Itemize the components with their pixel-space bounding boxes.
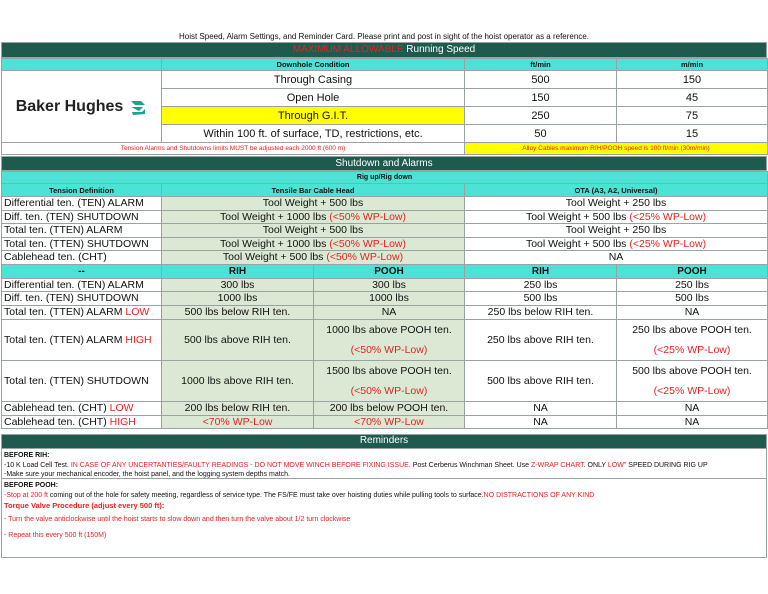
cell-text: 300 lbs <box>372 278 406 291</box>
cell-text: (<25% WP-Low) <box>629 210 707 223</box>
ota-pooh-cell <box>617 278 768 292</box>
cell-text: IN CASE OF ANY UNCERTANTIES/FAULTY READINGS - DO NOT MOVE WINCH BEFORE FIXING ISSUE. <box>70 461 411 469</box>
tb-pooh-cell <box>314 415 465 429</box>
tensile-bar-header: Tensile Bar Cable Head <box>162 184 465 197</box>
cell-text: (<25% WP-Low) <box>653 343 731 356</box>
cell-text: Tool Weight + 250 lbs <box>565 197 667 210</box>
cell-text: (<50% WP-Low) <box>350 343 428 356</box>
tension-definition-cell <box>2 278 162 292</box>
cell-text: SPEED DURING RIG UP <box>626 461 708 469</box>
tension-definition-cell: Differential ten. (TEN) ALARM <box>2 197 162 211</box>
ota-cell <box>465 237 768 251</box>
ft-cell: 250 <box>465 107 617 125</box>
dash-header: -- <box>2 264 162 278</box>
cell-text: (<25% WP-Low) <box>629 237 707 250</box>
cell-text: 1000 lbs above RIH ten. <box>181 374 294 387</box>
m-cell: 45 <box>617 89 768 107</box>
ota-rih-cell <box>465 292 617 306</box>
ota-pooh-cell <box>617 319 768 360</box>
cell-text: <70% WP-Low <box>202 415 273 428</box>
tb-pooh-cell <box>314 292 465 306</box>
cell-text: Tool Weight + 500 lbs <box>222 251 324 264</box>
condition-cell: Open Hole <box>162 89 465 107</box>
shutdown-title-bar: Shutdown and Alarms <box>1 156 767 171</box>
torque-line-1: - Turn the valve anticlockwise until the hoist starts to slow down and then turn the valve about 1/2 turn clockwise <box>4 515 351 523</box>
before-pooh-label: BEFORE POOH: <box>4 482 59 489</box>
ft-min-header: ft/min <box>465 59 617 71</box>
torque-line-2: - Repeat this every 500 ft (150M) <box>4 532 107 539</box>
tension-definition-cell: Diff. ten. (TEN) SHUTDOWN <box>2 210 162 224</box>
cell-text: -Stop at 200 ft <box>4 491 48 499</box>
rih-line-1 <box>4 461 764 471</box>
cell-text: <70% WP-Low <box>354 415 424 428</box>
tension-definition-cell <box>2 401 162 415</box>
cell-text: Differential ten. (TEN) ALARM <box>4 278 144 291</box>
ota-pooh-cell <box>617 415 768 429</box>
cell-text: 500 lbs below RIH ten. <box>184 306 291 318</box>
cell-text: 1500 lbs above POOH ten. <box>326 364 452 377</box>
tb-pooh-cell <box>314 278 465 292</box>
shutdown-table <box>1 171 768 429</box>
ota-pooh-cell <box>617 360 768 401</box>
cell-text: Tool Weight + 250 lbs <box>565 224 667 237</box>
tensile-bar-cell <box>162 251 465 265</box>
tb-pooh-cell <box>314 401 465 415</box>
ota-rih-cell <box>465 401 617 415</box>
condition-cell: Through G.I.T. <box>162 107 465 125</box>
tb-rih-cell <box>162 292 314 306</box>
torque-title: Torque Valve Procedure (adjust every 500 ft): <box>4 501 165 510</box>
ota-cell <box>465 197 768 211</box>
cell-text: HIGH <box>109 415 136 428</box>
ota-rih-cell <box>465 415 617 429</box>
cell-text: -10 K Load Cell Test. <box>4 461 71 469</box>
cell-text: 200 lbs below POOH ten. <box>329 402 449 414</box>
ota-cell <box>465 251 768 265</box>
cell-text: Total ten. (TTEN) ALARM <box>4 306 126 318</box>
condition-cell: Through Casing <box>162 71 465 89</box>
cell-text: NA <box>381 306 397 318</box>
running-speed-title-bar <box>1 42 767 58</box>
ota-cell <box>465 224 768 238</box>
cell-text: NA <box>684 402 700 414</box>
ft-cell: 500 <box>465 71 617 89</box>
pooh-header: POOH <box>314 264 465 278</box>
cell-text: Tool Weight + 500 lbs <box>525 210 627 223</box>
cell-text: 1000 lbs above POOH ten. <box>326 323 452 336</box>
cell-text: HIGH <box>125 333 152 346</box>
tension-definition-cell <box>2 292 162 306</box>
cell-text: Cablehead ten. (CHT) <box>4 402 110 414</box>
tb-rih-cell <box>162 319 314 360</box>
cell-text: NO DISTRACTIONS OF ANY KIND <box>483 491 595 499</box>
tb-pooh-cell <box>314 360 465 401</box>
cell-text: 250 lbs <box>675 278 709 291</box>
tb-rih-cell <box>162 401 314 415</box>
tensile-bar-cell <box>162 224 465 238</box>
cell-text: 1000 lbs <box>217 292 258 305</box>
cell-text: LOW <box>109 402 134 414</box>
rih-header: RIH <box>465 264 617 278</box>
ota-pooh-cell <box>617 305 768 319</box>
cell-text: 500 lbs above RIH ten. <box>487 374 594 387</box>
tb-rih-cell <box>162 360 314 401</box>
cell-text: 500 lbs above RIH ten. <box>184 333 291 346</box>
tensile-bar-cell <box>162 210 465 224</box>
running-speed-title-red: MAXIMUM ALLOWABLE <box>292 44 404 55</box>
tb-rih-cell <box>162 278 314 292</box>
cell-text: Tool Weight + 500 lbs <box>262 224 364 237</box>
ota-rih-cell <box>465 305 617 319</box>
cell-text: Tool Weight + 500 lbs <box>525 237 627 250</box>
cell-text: Tool Weight + 1000 lbs <box>220 237 327 250</box>
logo-header-cell <box>2 59 162 71</box>
condition-cell: Within 100 ft. of surface, TD, restrictions, etc. <box>162 125 465 143</box>
cell-text: (<50% WP-Low) <box>326 251 404 264</box>
tensile-bar-cell <box>162 237 465 251</box>
cell-text: (<50% WP-Low) <box>350 384 428 397</box>
reminders-title-bar: Reminders <box>1 434 767 449</box>
before-pooh-block <box>1 479 767 558</box>
cell-text: 300 lbs <box>220 278 255 291</box>
cell-text: Diff. ten. (TEN) SHUTDOWN <box>4 292 139 305</box>
before-rih-block <box>1 449 767 479</box>
tb-rih-cell <box>162 415 314 429</box>
running-speed-title: Running Speed <box>406 44 476 55</box>
rih-line-2: -Make sure your mechanical encoder, the hoist panel, and the logging system depths match. <box>4 471 290 478</box>
cell-text: Total ten. (TTEN) SHUTDOWN <box>4 374 149 387</box>
tension-definition-cell <box>2 305 162 319</box>
m-min-header: m/min <box>617 59 768 71</box>
tension-definition-cell <box>2 319 162 360</box>
cell-text: 250 lbs above RIH ten. <box>487 333 594 346</box>
tb-pooh-cell <box>314 305 465 319</box>
cell-text: (<25% WP-Low) <box>653 384 731 397</box>
alloy-cable-note: Alloy Cables maximum RIH/POOH speed is 100 ft/min (30m/min) <box>465 143 768 155</box>
cell-text: NA <box>533 415 548 428</box>
tb-pooh-cell <box>314 319 465 360</box>
pooh-line-1 <box>4 491 764 501</box>
ota-header: OTA (A3, A2, Universal) <box>465 184 768 197</box>
tension-adjust-note: Tension Alarms and Shutdowns limits MUST be adjusted each 2000 ft (600 m) <box>2 143 465 155</box>
tension-definition-cell: Total ten. (TTEN) SHUTDOWN <box>2 237 162 251</box>
cell-text: 250 lbs above POOH ten. <box>632 323 752 336</box>
tensile-bar-cell <box>162 197 465 211</box>
cell-text: . ONLY <box>583 461 608 469</box>
ota-pooh-cell <box>617 292 768 306</box>
top-note: Hoist Speed, Alarm Settings, and Reminder Card. Please print and post in sight of the hoist operator as a reference. <box>178 32 589 41</box>
cell-text: 500 lbs above POOH ten. <box>632 364 752 377</box>
cell-text: Total ten. (TTEN) ALARM <box>4 333 126 346</box>
ota-pooh-cell <box>617 401 768 415</box>
tension-definition-cell <box>2 415 162 429</box>
before-rih-label: BEFORE RIH: <box>4 452 50 459</box>
cell-text: LOW" <box>607 461 627 469</box>
cell-text: coming out of the hole for safety meeting, regardless of service type. The FS/FE must take over hoisting duties while pulling tools to surface. <box>47 491 484 499</box>
cell-text: 500 lbs <box>523 292 558 305</box>
cell-text: NA <box>684 415 700 428</box>
m-cell: 150 <box>617 71 768 89</box>
cell-text: NA <box>533 402 548 414</box>
logo-cell <box>2 71 162 143</box>
m-cell: 15 <box>617 125 768 143</box>
tension-definition-header: Tension Definition <box>2 184 162 197</box>
cell-text: Tool Weight + 500 lbs <box>262 197 364 210</box>
downhole-condition-header: Downhole Condition <box>162 59 465 71</box>
cell-text: (<50% WP-Low) <box>329 210 406 223</box>
cell-text: NA <box>684 306 700 318</box>
cell-text: 250 lbs <box>523 278 558 291</box>
cell-text: Tool Weight + 1000 lbs <box>220 210 327 223</box>
cell-text: Post Cerberus Winchman Sheet. Use <box>410 461 531 469</box>
company-logo-icon <box>129 98 147 116</box>
cell-text: LOW <box>125 306 150 318</box>
rig-up-subtitle: Rig up/Rig down <box>2 172 768 184</box>
ota-cell <box>465 210 768 224</box>
cell-text: Cablehead ten. (CHT) <box>4 415 110 428</box>
tb-rih-cell <box>162 305 314 319</box>
ota-rih-cell <box>465 278 617 292</box>
cell-text: NA <box>608 251 624 264</box>
tension-definition-cell <box>2 360 162 401</box>
cell-text: 200 lbs below RIH ten. <box>184 402 291 414</box>
cell-text: Z-WRAP CHART <box>530 461 584 469</box>
running-speed-table <box>1 58 768 155</box>
ota-rih-cell <box>465 360 617 401</box>
tension-definition-cell: Cablehead ten. (CHT) <box>2 251 162 265</box>
tension-definition-cell: Total ten. (TTEN) ALARM <box>2 224 162 238</box>
company-logo-text: Baker Hughes <box>15 97 124 115</box>
rih-header: RIH <box>162 264 314 278</box>
cell-text: 250 lbs below RIH ten. <box>487 306 594 318</box>
cell-text: 1000 lbs <box>369 292 409 305</box>
m-cell: 75 <box>617 107 768 125</box>
cell-text: (<50% WP-Low) <box>329 237 406 250</box>
ota-rih-cell <box>465 319 617 360</box>
ft-cell: 50 <box>465 125 617 143</box>
ft-cell: 150 <box>465 89 617 107</box>
pooh-header: POOH <box>617 264 768 278</box>
cell-text: 500 lbs <box>675 292 709 305</box>
